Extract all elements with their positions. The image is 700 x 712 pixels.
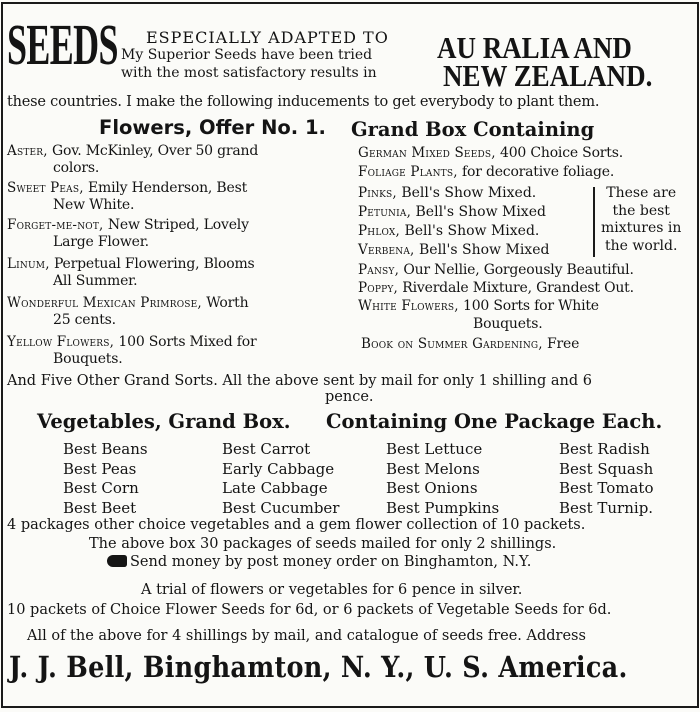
flower-desc: Emily Henderson, Best: [88, 180, 247, 196]
packets-line: 10 packets of Choice Flower Seeds for 6d, or 6 packets of Vegetable Seeds for 6d.: [7, 602, 612, 618]
all-above-line: All of the above for 4 shillings by mail, and catalogue of seeds free. Address: [27, 628, 586, 644]
seed-name: Petunia,: [358, 204, 412, 220]
grand-box-item: [358, 298, 599, 315]
flower-desc: Gov. McKinley, Over 50 grand: [52, 143, 259, 159]
flower-desc-cont: New White.: [53, 197, 135, 213]
send-money-line: [107, 554, 531, 570]
book-desc: Free: [547, 336, 580, 352]
bracket-item: [358, 241, 549, 260]
vegetable-item: Best Pumpkins: [386, 498, 500, 517]
adapted-line-1: My Superior Seeds have been tried: [121, 47, 373, 63]
grand-box-item: [358, 262, 634, 279]
seed-desc: Riverdale Mixture, Grandest Out.: [402, 280, 634, 296]
seed-name: German Mixed Seeds,: [358, 145, 496, 161]
vegetable-column: [559, 440, 654, 518]
vegetable-column: [222, 440, 339, 518]
seed-name: Verbena,: [358, 242, 415, 258]
bracket-note-line: mixtures in: [601, 220, 682, 236]
adapted-line-2: with the most satisfactory results in: [121, 65, 377, 81]
vegetable-column: [63, 440, 148, 518]
seeds-title: SEEDS: [7, 12, 118, 77]
send-money-text: Send money by post money order on Binghamton, N.Y.: [130, 554, 532, 570]
bracket-item: [358, 203, 549, 222]
pointing-hand-icon: [107, 555, 127, 567]
flower-desc-cont: Bouquets.: [53, 351, 123, 367]
flower-name: Sweet Peas,: [7, 180, 84, 196]
seed-desc: for decorative foliage.: [462, 164, 615, 180]
flower-item: [7, 334, 256, 368]
box30-line: The above box 30 packages of seeds mailed for only 2 shillings.: [89, 536, 557, 552]
flower-item: [7, 295, 248, 329]
vegetable-item: Late Cabbage: [222, 479, 328, 497]
vegetable-item: Best Carrot: [222, 440, 311, 458]
flower-name: Aster,: [7, 143, 48, 159]
vegetable-item: Best Melons: [386, 459, 480, 478]
vegetable-item: Best Radish: [559, 440, 650, 458]
intro-text: these countries. I make the following inducements to get everybody to plant them.: [7, 94, 600, 110]
flower-name: Forget-me-not,: [7, 217, 104, 233]
adapted-heading: ESPECIALLY ADAPTED TO: [146, 28, 389, 47]
bracket-item: [358, 184, 549, 203]
seed-desc: 100 Sorts for White: [463, 298, 599, 314]
seed-desc: Bell's Show Mixed.: [401, 185, 537, 201]
vegetable-item: Best Peas: [63, 459, 137, 478]
packages-line: 4 packages other choice vegetables and a gem flower collection of 10 packets.: [7, 517, 586, 533]
bracket-rule: [593, 187, 595, 257]
trial-line: A trial of flowers or vegetables for 6 pence in silver.: [141, 582, 523, 598]
seed-name: Foliage Plants,: [358, 164, 458, 180]
bracket-note: [601, 185, 681, 255]
flowers-heading: Flowers, Offer No. 1.: [99, 116, 326, 139]
seed-name: White Flowers,: [358, 298, 459, 314]
vegetable-item: Best Cucumber: [222, 498, 340, 517]
advertisement: [1, 2, 699, 708]
seed-name: Phlox,: [358, 223, 401, 239]
flower-name: Linum,: [7, 256, 50, 272]
flower-desc-cont: 25 cents.: [53, 312, 116, 328]
flower-desc-cont: colors.: [53, 160, 100, 176]
grand-box-item: [358, 145, 623, 162]
vegetable-item: Best Tomato: [559, 479, 654, 497]
flower-desc: 100 Sorts Mixed for: [118, 334, 257, 350]
bracket-item: [358, 222, 549, 241]
book-name: Book on Summer Gardening,: [361, 336, 543, 352]
vegetable-item: Early Cabbage: [222, 459, 335, 478]
vegetable-item: Best Corn: [63, 479, 139, 497]
country-line-1: AU RALIA AND: [437, 30, 632, 65]
vegetables-heading: Vegetables, Grand Box.: [37, 410, 291, 433]
grand-box-item: [358, 164, 614, 181]
flower-desc: New Striped, Lovely: [107, 217, 249, 233]
seed-name: Poppy,: [358, 280, 399, 296]
bracket-note-line: the world.: [605, 237, 678, 254]
flower-name: Wonderful Mexican Primrose,: [7, 295, 202, 311]
vegetable-item: Best Beans: [63, 440, 148, 458]
seed-desc: Our Nellie, Gorgeously Beautiful.: [403, 262, 634, 278]
seed-name: Pansy,: [358, 262, 400, 278]
book-offer: [361, 336, 579, 353]
advertiser-name: J. J. Bell, Binghamton, N. Y., U. S. America.: [9, 650, 628, 684]
vegetables-heading-2: Containing One Package Each.: [326, 410, 663, 433]
bracket-note-line: the best: [612, 202, 670, 219]
grand-box-item: [358, 280, 634, 297]
flower-item: [7, 143, 258, 177]
flower-name: Yellow Flowers,: [7, 334, 115, 350]
seed-desc: 400 Choice Sorts.: [500, 145, 623, 161]
vegetable-item: Best Beet: [63, 498, 137, 517]
flower-item: [7, 180, 247, 214]
vegetable-item: Best Onions: [386, 479, 478, 497]
country-line-2: NEW ZEALAND.: [443, 58, 653, 93]
flower-desc: Perpetual Flowering, Blooms: [53, 256, 255, 272]
flower-item: [7, 217, 249, 251]
seed-name: Pinks,: [358, 185, 397, 201]
offer-line: And Five Other Grand Sorts. All the above sent by mail for only 1 shilling and 6: [7, 373, 592, 389]
seed-desc: Bell's Show Mixed.: [404, 223, 540, 239]
vegetable-item: Best Turnip.: [559, 498, 654, 517]
grand-box-heading: Grand Box Containing: [351, 118, 595, 141]
flower-desc-cont: All Summer.: [53, 273, 138, 289]
bracket-list: [358, 184, 549, 260]
seed-desc: Bell's Show Mixed: [415, 204, 546, 220]
seed-desc: Bell's Show Mixed: [419, 242, 550, 258]
vegetable-item: Best Lettuce: [386, 440, 483, 458]
flower-item: [7, 256, 255, 290]
vegetable-column: [386, 440, 499, 518]
grand-box-item-cont: Bouquets.: [473, 316, 543, 332]
flower-desc: Worth: [206, 295, 249, 311]
bracket-note-line: These are: [606, 185, 677, 201]
flower-desc-cont: Large Flower.: [53, 234, 149, 250]
vegetable-item: Best Squash: [559, 459, 654, 478]
offer-line-cont: pence.: [325, 389, 374, 405]
